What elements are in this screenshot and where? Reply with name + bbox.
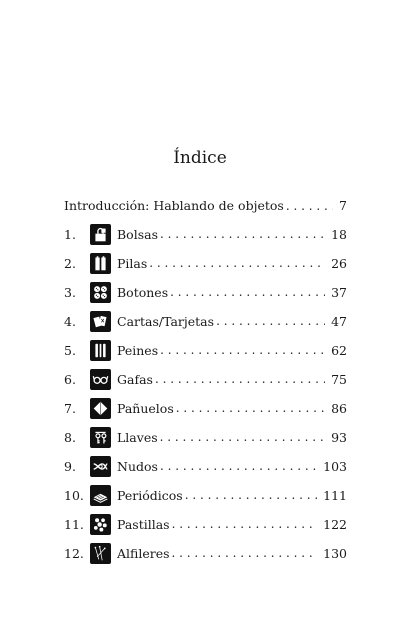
toc-entry-bolsas[interactable]: [64, 222, 347, 246]
toc-entry-cartas[interactable]: [64, 309, 347, 333]
chapter-number: 9.: [64, 458, 76, 474]
chapter-number: 3.: [64, 284, 76, 300]
chapter-number: 5.: [64, 342, 76, 358]
handkerchief-icon: [90, 398, 111, 419]
chapter-number: 1.: [64, 226, 76, 242]
dot-leader: [160, 430, 325, 444]
toc-page-number: 86: [331, 400, 347, 416]
keys-icon: [90, 427, 111, 448]
combs-icon: [90, 340, 111, 361]
toc-page-number: 37: [331, 284, 347, 300]
toc-entry-label: Pastillas: [117, 516, 170, 532]
chapter-number: 11.: [64, 516, 84, 532]
dot-leader: [286, 199, 333, 213]
toc-page-number: 130: [323, 545, 347, 561]
toc-page-number: 75: [331, 371, 347, 387]
chapter-number: 4.: [64, 313, 76, 329]
chapter-number: 10.: [64, 487, 84, 503]
toc-entry-label: Introducción: Hablando de objetos: [64, 198, 284, 213]
toc-entry-llaves[interactable]: [64, 425, 347, 449]
pins-icon: [90, 543, 111, 564]
toc-entry-label: Botones: [117, 284, 169, 300]
toc-entry-label: Cartas/Tarjetas: [117, 313, 215, 329]
toc-entry-nudos[interactable]: [64, 454, 347, 478]
toc-entry-pastillas[interactable]: [64, 512, 347, 536]
chapter-number: 8.: [64, 429, 76, 445]
toc-entry-label: Bolsas: [117, 226, 158, 242]
dot-leader: [160, 459, 317, 473]
page-title: Índice: [173, 148, 227, 168]
cards-icon: [90, 311, 111, 332]
toc-page-number: 26: [331, 255, 347, 271]
toc-entry-periodicos[interactable]: [64, 483, 347, 507]
dot-leader: [185, 488, 317, 502]
toc-page-number: 93: [331, 429, 347, 445]
toc-entry-pilas[interactable]: [64, 251, 347, 275]
toc-entry-label: Peines: [117, 342, 159, 358]
newspapers-icon: [90, 485, 111, 506]
chapter-number: 7.: [64, 400, 76, 416]
toc-entry-label: Pañuelos: [117, 400, 174, 416]
dot-leader: [172, 517, 318, 531]
batteries-icon: [90, 253, 111, 274]
toc-entry-label: Pilas: [117, 255, 148, 271]
chapter-number: 12.: [64, 545, 84, 561]
toc-page-number: 18: [331, 226, 347, 242]
toc-entry-label: Llaves: [117, 429, 158, 445]
toc-entry-label: Alfileres: [117, 545, 170, 561]
toc-entry-gafas[interactable]: [64, 367, 347, 391]
dot-leader: [170, 285, 325, 299]
toc-intro-entry[interactable]: [64, 198, 347, 213]
dot-leader: [176, 401, 325, 415]
toc-entry-botones[interactable]: [64, 280, 347, 304]
chapter-number: 6.: [64, 371, 76, 387]
toc-page-number: 47: [331, 313, 347, 329]
toc-page-number: 7: [339, 198, 347, 213]
toc-entry-peines[interactable]: [64, 338, 347, 362]
toc-entry-label: Periódicos: [117, 487, 183, 503]
toc-entry-alfileres[interactable]: [64, 541, 347, 565]
toc-entry-label: Nudos: [117, 458, 158, 474]
dot-leader: [160, 227, 325, 241]
bags-icon: [90, 224, 111, 245]
dot-leader: [155, 372, 325, 386]
buttons-icon: [90, 282, 111, 303]
pills-icon: [90, 514, 111, 535]
dot-leader: [172, 546, 318, 560]
toc-page-number: 122: [323, 516, 347, 532]
knots-icon: [90, 456, 111, 477]
chapter-number: 2.: [64, 255, 76, 271]
toc-entry-label: Gafas: [117, 371, 153, 387]
toc-page-number: 111: [323, 487, 347, 503]
dot-leader: [216, 314, 325, 328]
toc-entry-panuelos[interactable]: [64, 396, 347, 420]
dot-leader: [149, 256, 325, 270]
glasses-icon: [90, 369, 111, 390]
toc-page-number: 62: [331, 342, 347, 358]
toc-page-number: 103: [323, 458, 347, 474]
dot-leader: [160, 343, 325, 357]
